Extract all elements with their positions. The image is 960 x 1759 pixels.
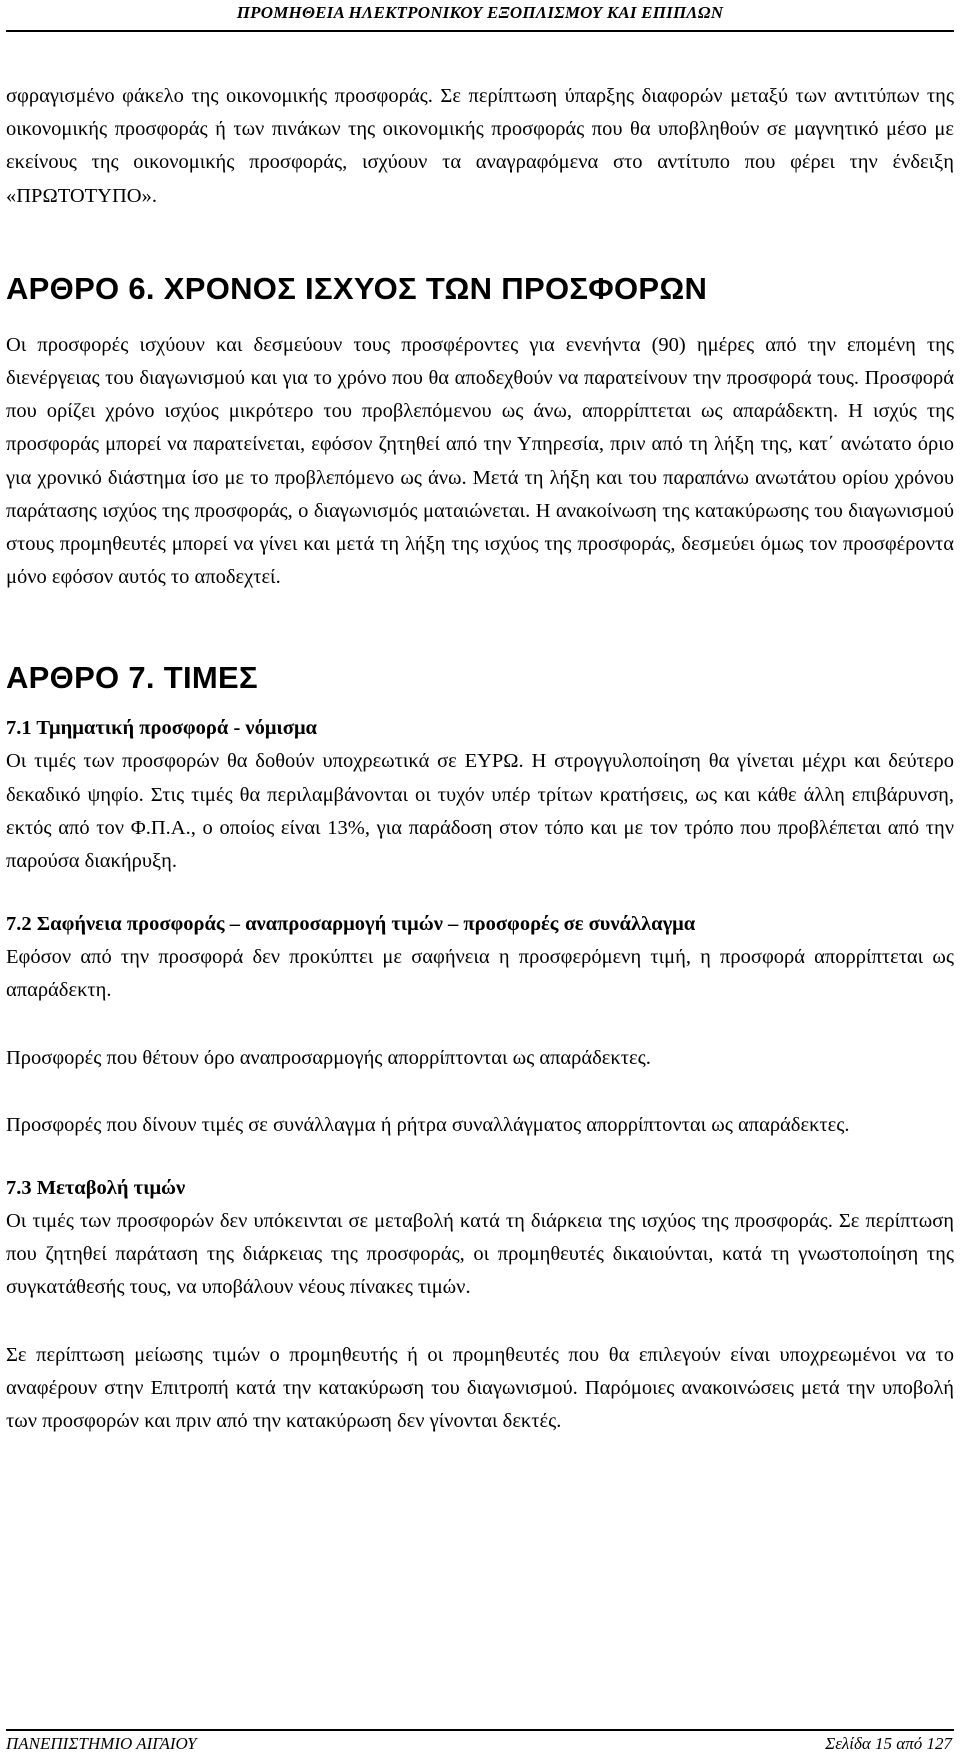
section-7-3-heading: 7.3 Μεταβολή τιμών — [6, 1177, 186, 1200]
section-7-1-heading: 7.1 Τμηματική προσφορά - νόμισμα — [6, 717, 318, 740]
page-number: Σελίδα 15 από 127 — [825, 1734, 952, 1753]
running-footer — [6, 1729, 954, 1759]
intro-paragraph: σφραγισμένο φάκελο της οικονομικής προσφοράς. Σε περίπτωση ύπαρξης διαφορών μεταξύ των αντιτύπων της οικονομικής προσφοράς ή των πινάκων της οικονομικής προσφοράς που θα υποβληθούν σε μαγνητικό μέσο με εκείνους της οικονομικής προσφοράς, ισχύουν τα αναγραφόμενα στο αντίτυπο που φέρει την ένδειξη «ΠΡΩΤΟΤΥΠΟ». — [6, 85, 954, 207]
section-7-2-paragraph-2: Προσφορές που θέτουν όρο αναπροσαρμογής απορρίπτονται ως απαράδεκτες. — [6, 1046, 651, 1069]
article-6-paragraph: Οι προσφορές ισχύουν και δεσμεύουν τους προσφέροντες για ενενήντα (90) ημέρες από την επομένη της διενέργειας του διαγωνισμού και για το χρόνο που θα αποδεχθούν να παρατείνουν την προσφορά τους. Προσφορά που ορίζει χρόνο ισχύος μικρότερο του προβλεπόμενου ως άνω, απορρίπτεται ως απαράδεκτη. Η ισχύς της προσφοράς μπορεί να παρατείνεται, εφόσον ζητηθεί από την Υπηρεσία, πριν από τη λήξη της, κατ΄ ανώτατο όριο για χρονικό διάστημα ίσο με το προβλεπόμενο ως άνω. Μετά τη λήξη και του παραπάνω ανωτάτου ορίου χρόνου παράτασης ισχύος της προσφοράς, ο διαγωνισμός ματαιώνεται. Η ανακοίνωση της κατακύρωσης του διαγωνισμού στους προμηθευτές μπορεί να γίνει και μετά τη λήξη της ισχύος της προσφοράς, δεσμεύει όμως τον προσφέροντα μόνο εφόσον αυτός το αποδεχτεί. — [6, 333, 954, 589]
article-6-heading: ΑΡΘΡΟ 6. ΧΡΟΝΟΣ ΙΣΧΥΟΣ ΤΩΝ ΠΡΟΣΦΟΡΩΝ — [6, 270, 708, 306]
section-7-3-paragraph-1: Οι τιμές των προσφορών δεν υπόκεινται σε μεταβολή κατά τη διάρκεια της ισχύος της προσφοράς. Σε περίπτωση που ζητηθεί παράταση της διάρκειας της προσφοράς, οι προμηθευτές δικαιούνται, κατά τη γνωστοποίηση της συγκατάθεσής τους, να υποβάλουν νέους πίνακες τιμών. — [6, 1210, 954, 1299]
section-7-1-paragraph: Οι τιμές των προσφορών θα δοθούν υποχρεωτικά σε ΕΥΡΩ. Η στρογγυλοποίηση θα γίνεται μέχρι και δεύτερο δεκαδικό ψηφίο. Στις τιμές θα περιλαμβάνονται οι τυχόν υπέρ τρίτων κρατήσεις, ως και κάθε άλλη επιβάρυνση, εκτός από τον Φ.Π.Α., ο οποίος είναι 13%, για παράδοση στον τόπο και με τον τρόπο που προβλέπεται από την παρούσα διακήρυξη. — [6, 750, 954, 873]
footer-institution: ΠΑΝΕΠΙΣΤΗΜΙΟ ΑΙΓΑΙΟΥ — [6, 1734, 197, 1753]
page-content — [6, 80, 954, 1438]
article-7-heading: ΑΡΘΡΟ 7. ΤΙΜΕΣ — [6, 660, 258, 696]
section-7-2-paragraph-3: Προσφορές που δίνουν τιμές σε συνάλλαγμα ή ρήτρα συναλλάγματος απορρίπτονται ως απαράδεκτες. — [6, 1113, 850, 1136]
section-7-3-paragraph-2: Σε περίπτωση μείωσης τιμών ο προμηθευτής ή οι προμηθευτές που θα επιλεγούν είναι υποχρεωμένοι να το αναφέρουν στην Επιτροπή κατά την κατακύρωση του διαγωνισμού. Παρόμοιες ανακοινώσεις μετά την υποβολή των προσφορών και πριν από την κατακύρωση δεν γίνονται δεκτές. — [6, 1343, 954, 1433]
running-header-title: ΠΡΟΜΗΘΕΙΑ ΗΛΕΚΤΡΟΝΙΚΟΥ ΕΞΟΠΛΙΣΜΟΥ ΚΑΙ ΕΠΙΠΛΩΝ — [236, 3, 724, 22]
running-header — [6, 0, 954, 32]
section-7-2-paragraph-1: Εφόσον από την προσφορά δεν προκύπτει με σαφήνεια η προσφερόμενη τιμή, η προσφορά απορρίπτεται ως απαράδεκτη. — [6, 946, 954, 1002]
section-7-2-heading: 7.2 Σαφήνεια προσφοράς – αναπροσαρμογή τιμών – προσφορές σε συνάλλαγμα — [6, 913, 696, 936]
